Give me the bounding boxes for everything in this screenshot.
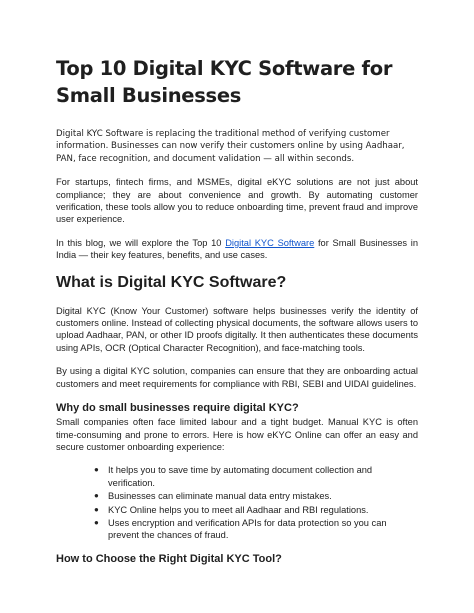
section-heading-why: Why do small businesses require digital KYC?	[56, 402, 299, 415]
list-item-text: KYC Online helps you to meet all Aadhaar and RBI regulations.	[108, 504, 369, 515]
list-item	[94, 504, 418, 516]
intro-paragraph-2: For startups, fintech firms, and MSMEs, digital eKYC solutions are not just about compliance; they are about convenience and growth. By automating customer verification, these tools allow you to reduce onboarding time, prevent fraud and improve user experience.	[56, 177, 418, 225]
bullet-icon: ●	[94, 504, 99, 514]
intro-paragraph-3	[56, 237, 418, 262]
bullet-icon: ●	[94, 491, 99, 501]
bullet-icon: ●	[94, 465, 99, 475]
intro-paragraph-1: Digital KYC Software is replacing the traditional method of verifying customer information. Businesses can now verify their customers online by using Aadhaar, PAN, face recognition, and document validation — all within seconds.	[56, 129, 405, 164]
intro-text-before-link: In this blog, we will explore the Top 10	[56, 237, 226, 248]
list-item-text: Uses encryption and verification APIs for data protection so you can prevent the chances of fraud.	[108, 517, 387, 541]
benefits-list	[56, 464, 418, 541]
what-is-paragraph-2: By using a digital KYC solution, companies can ensure that they are onboarding actual customers and meet requirements for compliance with RBI, SEBI and UIDAI guidelines.	[56, 366, 418, 389]
bullet-icon: ●	[94, 517, 99, 527]
list-item	[94, 517, 418, 542]
intro-text-after-link: for Small Businesses in India — their key features, benefits, and use cases.	[56, 237, 418, 261]
list-item-text: Businesses can eliminate manual data entry mistakes.	[108, 491, 332, 502]
section-heading-what-is: What is Digital KYC Software?	[56, 273, 287, 291]
page-title: Top 10 Digital KYC Software for Small Businesses	[56, 57, 393, 107]
list-item	[94, 490, 418, 502]
why-paragraph: Small companies often face limited labour and a tight budget. Manual KYC is often time-consuming and prone to errors. Here is how eKYC Online can offer an easy and secure customer onboarding experience:	[56, 417, 418, 452]
what-is-paragraph-1: Digital KYC (Know Your Customer) software helps businesses verify the identity of customers online. Instead of collecting physical documents, the software allows users to upload Aadhaar, PAN, or other ID proofs digitally. It then authenticates these documents using APIs, OCR (Optical Character Recognition), and face-matching tools.	[56, 305, 418, 353]
list-item-text: It helps you to save time by automating document collection and verification.	[108, 465, 373, 488]
section-heading-how-to-choose: How to Choose the Right Digital KYC Tool?	[56, 552, 282, 565]
digital-kyc-software-link[interactable]: Digital KYC Software	[225, 237, 315, 248]
list-item	[94, 464, 418, 489]
